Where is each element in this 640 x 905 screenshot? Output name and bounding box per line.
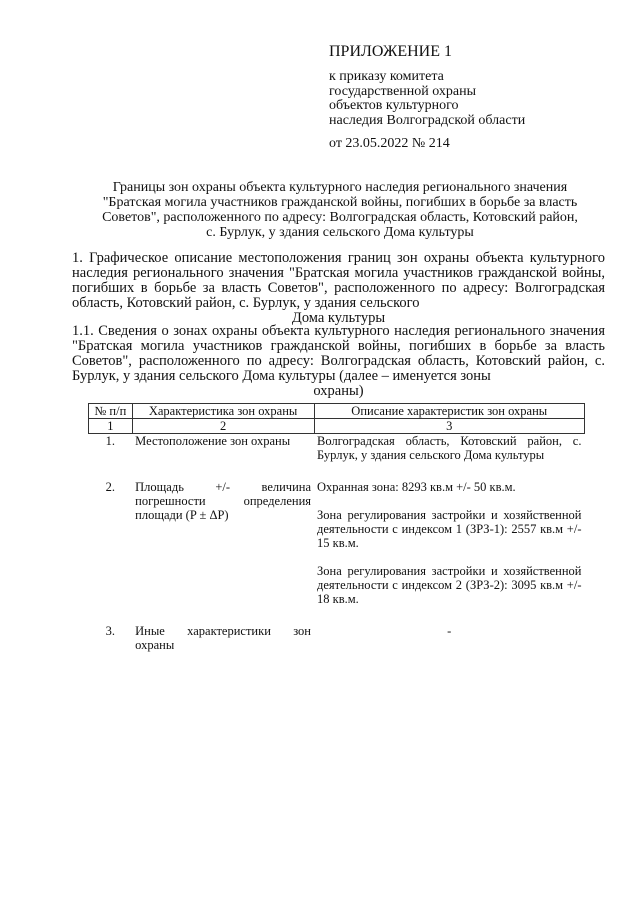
row-description (314, 434, 584, 463)
annex-line: к приказу комитета (329, 69, 444, 84)
table-row (89, 434, 585, 463)
section-1-1-heading (72, 324, 605, 399)
annex-line: наследия Волгоградской области (329, 112, 526, 128)
table-header-row (89, 404, 585, 419)
section-1-1-last-line: охраны) (313, 383, 364, 399)
annex-line: объектов культурного (329, 98, 459, 113)
table-row (89, 480, 585, 606)
row-index: 3. (105, 624, 116, 638)
description-text: Зона регулирования застройки и хозяйственной деятельности с индексом 1 (ЗРЗ-1): 2557 кв.м +/- 15 кв.м. (317, 508, 582, 550)
title-line: Советов", расположенного по адресу: Волгоградская область, Котовский район, (102, 210, 578, 225)
annex-order-reference (329, 70, 525, 128)
row-description (314, 480, 584, 606)
annex-line: государственной охраны (329, 83, 477, 99)
description-text: Охранная зона: 8293 кв.м +/- 50 кв.м. (317, 480, 516, 494)
table-row (89, 624, 585, 652)
column-number: 2 (132, 419, 314, 434)
column-number: 1 (89, 419, 133, 434)
section-1-last-line: Дома культуры (291, 310, 386, 326)
row-characteristic: Площадь +/- величина погрешности определения площади (P ± ΔP) (135, 480, 312, 522)
row-index: 2. (105, 480, 116, 494)
section-1-text: 1. Графическое описание местоположения границ зон охраны объекта культурного наследия регионального значения "Братская могила участников гражданской войны, погибших в борьбе за власть Советов", расположенного по адресу: Волгоградская область, Котовский район, с. Бурлук, у здания сельского (72, 250, 605, 311)
zones-table (88, 403, 585, 652)
document-title (75, 180, 605, 240)
header-number: № п/п (89, 404, 133, 419)
row-characteristic: Местоположение зон охраны (135, 434, 291, 448)
section-1-heading (72, 251, 605, 326)
column-numbers-row (89, 419, 585, 434)
title-line: Границы зон охраны объекта культурного наследия регионального значения (112, 180, 568, 195)
title-line: "Братская могила участников гражданской войны, погибших в борьбе за власть (102, 195, 578, 210)
section-1-1-text: 1.1. Сведения о зонах охраны объекта культурного наследия регионального значения "Братская могила участников гражданской войны, погибших в борьбе за власть Советов", расположенного по адресу: Волгоградская область, Котовский район, с. Бурлук, у здания сельского Дома культуры (далее – именуется зоны (72, 323, 605, 384)
header-description: Описание характеристик зон охраны (314, 404, 584, 419)
title-line: с. Бурлук, у здания сельского Дома культуры (206, 225, 474, 240)
description-text: - (447, 624, 452, 638)
row-characteristic: Иные характеристики зон охраны (135, 624, 312, 652)
column-number: 3 (314, 419, 584, 434)
annex-title: ПРИЛОЖЕНИЕ 1 (329, 43, 453, 60)
row-index: 1. (105, 434, 116, 448)
header-characteristic: Характеристика зон охраны (132, 404, 314, 419)
annex-date: от 23.05.2022 № 214 (329, 136, 450, 151)
description-text: Волгоградская область, Котовский район, с. Бурлук, у здания сельского Дома культуры (317, 434, 582, 462)
description-text: Зона регулирования застройки и хозяйственной деятельности с индексом 2 (ЗРЗ-2): 3095 кв.м +/- 18 кв.м. (317, 564, 582, 606)
row-description (314, 624, 584, 652)
